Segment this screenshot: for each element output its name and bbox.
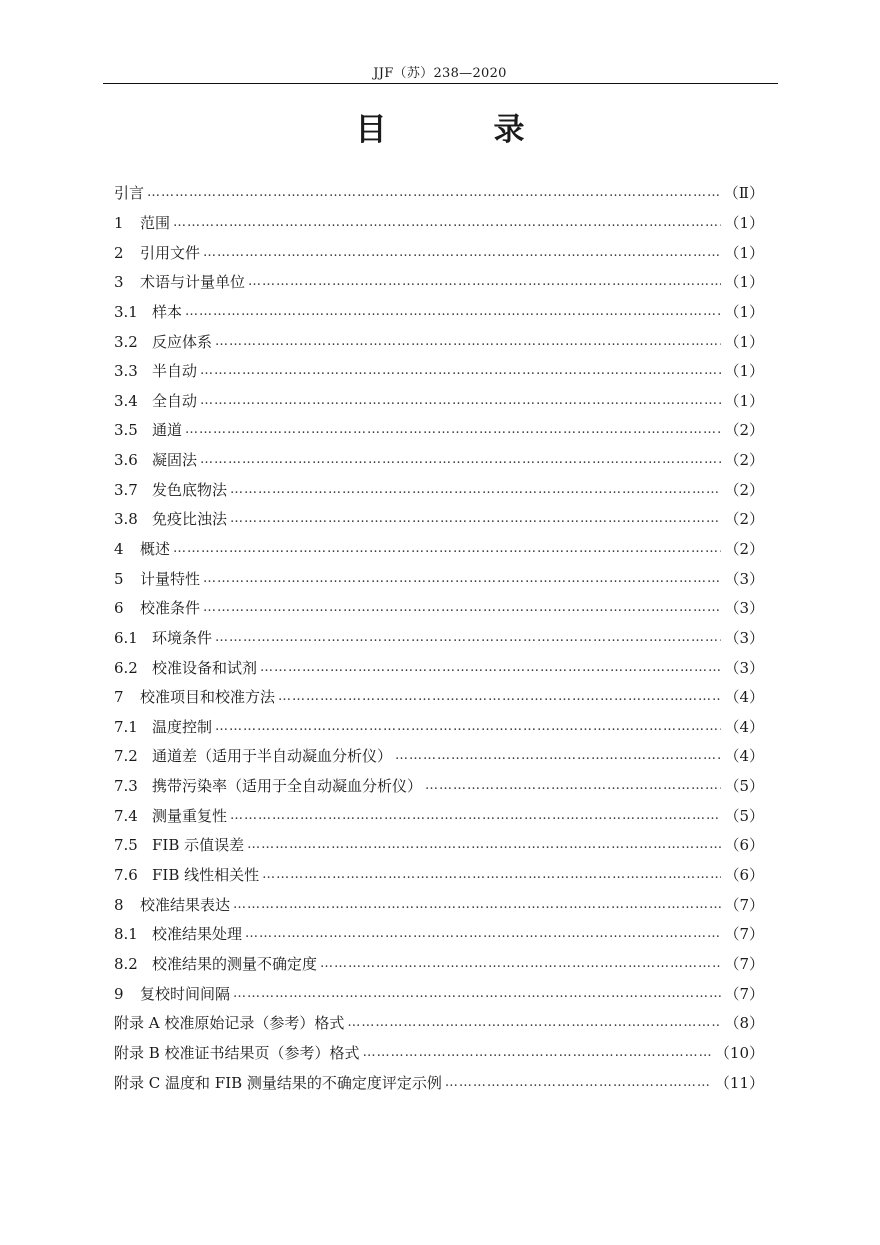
table-of-contents bbox=[114, 178, 764, 1097]
toc-entry-title bbox=[114, 479, 227, 500]
toc-dot-leader bbox=[173, 541, 721, 556]
toc-entry-title bbox=[114, 597, 200, 618]
toc-entry-label: 通道差（适用于半自动凝血分析仪） bbox=[152, 747, 393, 766]
toc-entry-title bbox=[114, 894, 230, 915]
toc-dot-leader bbox=[262, 867, 721, 882]
toc-entry[interactable] bbox=[114, 326, 764, 356]
toc-entry-page: （4） bbox=[724, 717, 764, 736]
toc-entry[interactable] bbox=[114, 237, 764, 267]
toc-entry[interactable] bbox=[114, 385, 764, 415]
toc-entry-label: 半自动 bbox=[152, 362, 198, 381]
toc-entry-title bbox=[114, 805, 227, 826]
toc-entry[interactable] bbox=[114, 741, 764, 771]
toc-entry-title bbox=[114, 538, 170, 559]
toc-entry[interactable] bbox=[114, 267, 764, 297]
toc-dot-leader bbox=[200, 452, 721, 467]
toc-entry[interactable] bbox=[114, 860, 764, 890]
toc-entry-number: 7.1 bbox=[114, 717, 138, 736]
toc-entry-label: 校准结果处理 bbox=[152, 925, 243, 944]
toc-entry-page: （2） bbox=[724, 451, 764, 470]
toc-entry[interactable] bbox=[114, 208, 764, 238]
toc-entry-title bbox=[114, 686, 275, 707]
toc-entry-title bbox=[114, 1072, 442, 1093]
toc-entry-label: 范围 bbox=[140, 213, 171, 232]
toc-entry[interactable] bbox=[114, 563, 764, 593]
toc-entry-label: 术语与计量单位 bbox=[140, 273, 246, 292]
toc-entry-label: 免疫比浊法 bbox=[152, 510, 228, 529]
toc-entry[interactable] bbox=[114, 889, 764, 919]
toc-dot-leader bbox=[230, 808, 721, 823]
toc-entry-title bbox=[114, 745, 392, 766]
toc-entry-page: （1） bbox=[724, 243, 764, 262]
toc-dot-leader bbox=[200, 363, 721, 378]
toc-entry-title bbox=[114, 360, 197, 381]
toc-entry-page: （1） bbox=[724, 302, 764, 321]
toc-entry-label: 引用文件 bbox=[140, 243, 201, 262]
toc-dot-leader bbox=[320, 956, 721, 971]
toc-entry-title bbox=[114, 716, 212, 737]
toc-entry-label: 凝固法 bbox=[152, 451, 198, 470]
toc-entry[interactable] bbox=[114, 504, 764, 534]
toc-entry[interactable] bbox=[114, 297, 764, 327]
toc-dot-leader bbox=[248, 274, 721, 289]
toc-entry[interactable] bbox=[114, 445, 764, 475]
toc-entry-number: 3.3 bbox=[114, 362, 138, 381]
toc-entry-number: 8 bbox=[114, 895, 124, 914]
toc-dot-leader bbox=[245, 926, 721, 941]
toc-entry-label: 附录 C 温度和 FIB 测量结果的不确定度评定示例 bbox=[114, 1073, 442, 1092]
toc-entry-page: （6） bbox=[724, 836, 764, 855]
toc-entry-label: 样本 bbox=[152, 302, 183, 321]
toc-entry[interactable] bbox=[114, 178, 764, 208]
toc-dot-leader bbox=[147, 185, 721, 200]
toc-entry[interactable] bbox=[114, 978, 764, 1008]
toc-entry-label: 温度控制 bbox=[152, 717, 213, 736]
toc-entry-label: FIB 示值误差 bbox=[152, 836, 245, 855]
toc-dot-leader bbox=[203, 600, 721, 615]
toc-entry-number: 8.2 bbox=[114, 954, 138, 973]
toc-entry-page: （3） bbox=[724, 599, 764, 618]
toc-entry-label: 复校时间间隔 bbox=[140, 984, 231, 1003]
toc-dot-leader bbox=[215, 630, 721, 645]
toc-entry-number: 3.5 bbox=[114, 421, 138, 440]
toc-entry-number: 3.4 bbox=[114, 391, 138, 410]
toc-dot-leader bbox=[215, 719, 721, 734]
toc-entry-label: 发色底物法 bbox=[152, 480, 228, 499]
toc-entry-title bbox=[114, 1012, 344, 1033]
toc-entry-title bbox=[114, 182, 144, 203]
toc-entry-page: （2） bbox=[724, 421, 764, 440]
toc-entry-number: 7.5 bbox=[114, 836, 138, 855]
toc-entry[interactable] bbox=[114, 712, 764, 742]
toc-entry-label: 附录 A 校准原始记录（参考）格式 bbox=[114, 1014, 345, 1033]
toc-entry-page: （3） bbox=[724, 658, 764, 677]
toc-entry-label: 全自动 bbox=[152, 391, 198, 410]
toc-entry-page: （2） bbox=[724, 540, 764, 558]
toc-entry-page: （3） bbox=[724, 569, 764, 588]
toc-entry-label: 计量特性 bbox=[140, 569, 201, 588]
toc-entry-page: （7） bbox=[724, 925, 764, 944]
toc-entry-number: 3.7 bbox=[114, 480, 138, 499]
toc-entry-label: 测量重复性 bbox=[152, 806, 228, 825]
toc-entry-page: （7） bbox=[724, 984, 764, 1003]
toc-entry-label: 校准结果表达 bbox=[140, 895, 231, 914]
toc-entry[interactable] bbox=[114, 1067, 764, 1097]
toc-entry[interactable] bbox=[114, 830, 764, 860]
toc-entry-number: 7.3 bbox=[114, 777, 138, 796]
toc-entry-number: 3.8 bbox=[114, 510, 138, 529]
toc-dot-leader bbox=[230, 511, 721, 526]
toc-entry[interactable] bbox=[114, 652, 764, 682]
toc-dot-leader bbox=[215, 334, 721, 349]
toc-entry-title bbox=[114, 301, 182, 322]
toc-entry-number: 7.2 bbox=[114, 747, 138, 766]
toc-entry[interactable] bbox=[114, 623, 764, 653]
toc-entry-number: 7.4 bbox=[114, 806, 138, 825]
toc-dot-leader bbox=[278, 689, 721, 704]
toc-entry-title bbox=[114, 390, 197, 411]
toc-dot-leader bbox=[247, 837, 721, 852]
toc-entry-title bbox=[114, 834, 244, 855]
toc-entry-label: 附录 B 校准证书结果页（参考）格式 bbox=[114, 1043, 360, 1062]
toc-entry-page: （Ⅱ） bbox=[723, 184, 764, 203]
toc-entry[interactable] bbox=[114, 682, 764, 712]
toc-dot-leader bbox=[445, 1075, 712, 1090]
toc-entry-page: （7） bbox=[724, 895, 764, 914]
toc-entry[interactable] bbox=[114, 534, 764, 564]
toc-entry[interactable] bbox=[114, 1008, 764, 1038]
toc-dot-leader bbox=[347, 1015, 721, 1030]
toc-entry[interactable] bbox=[114, 949, 764, 979]
toc-entry-label: 校准项目和校准方法 bbox=[140, 688, 276, 707]
toc-entry-number: 3 bbox=[114, 273, 124, 292]
toc-entry-label: 通道 bbox=[152, 421, 183, 440]
toc-entry-title bbox=[114, 657, 257, 678]
toc-dot-leader bbox=[185, 422, 721, 437]
toc-dot-leader bbox=[185, 304, 721, 319]
toc-dot-leader bbox=[395, 748, 721, 763]
toc-entry-page: （5） bbox=[724, 806, 764, 825]
toc-entry-title bbox=[114, 419, 182, 440]
toc-dot-leader bbox=[233, 986, 721, 1001]
toc-entry-page: （4） bbox=[724, 688, 764, 707]
toc-dot-leader bbox=[203, 245, 721, 260]
toc-dot-leader bbox=[425, 778, 721, 793]
toc-entry-number: 8.1 bbox=[114, 925, 138, 944]
toc-entry-number: 3.2 bbox=[114, 332, 138, 351]
toc-entry-page: （7） bbox=[724, 954, 764, 973]
toc-entry-title bbox=[114, 627, 212, 648]
toc-entry-number: 3.6 bbox=[114, 451, 138, 470]
toc-entry[interactable] bbox=[114, 919, 764, 949]
toc-entry[interactable] bbox=[114, 415, 764, 445]
document-code: JJF（苏）238—2020 bbox=[373, 66, 507, 81]
toc-entry-title bbox=[114, 331, 212, 352]
toc-entry-number: 2 bbox=[114, 243, 124, 262]
toc-entry-title bbox=[114, 242, 200, 263]
toc-entry-page: （10） bbox=[714, 1043, 764, 1062]
toc-entry-page: （11） bbox=[714, 1073, 764, 1092]
toc-entry-number: 4 bbox=[114, 540, 124, 558]
page-title: 目 录 bbox=[355, 112, 563, 148]
toc-entry-title bbox=[114, 212, 170, 233]
toc-entry-number: 7 bbox=[114, 688, 124, 707]
toc-entry-page: （1） bbox=[724, 273, 764, 292]
toc-dot-leader bbox=[363, 1045, 712, 1060]
toc-entry[interactable] bbox=[114, 1038, 764, 1068]
toc-entry-label: 环境条件 bbox=[152, 628, 213, 647]
toc-entry-page: （1） bbox=[724, 213, 764, 232]
toc-entry[interactable] bbox=[114, 593, 764, 623]
toc-entry-number: 6 bbox=[114, 599, 124, 618]
toc-entry-page: （1） bbox=[724, 332, 764, 351]
toc-entry-label: FIB 线性相关性 bbox=[152, 866, 260, 885]
toc-entry-label: 校准结果的测量不确定度 bbox=[152, 954, 318, 973]
toc-entry-page: （3） bbox=[724, 628, 764, 647]
toc-entry-title bbox=[114, 983, 230, 1004]
toc-entry[interactable] bbox=[114, 800, 764, 830]
toc-entry-label: 校准条件 bbox=[140, 599, 201, 618]
toc-entry-page: （4） bbox=[724, 747, 764, 766]
toc-entry[interactable] bbox=[114, 771, 764, 801]
toc-dot-leader bbox=[173, 215, 721, 230]
toc-entry-number: 9 bbox=[114, 984, 124, 1003]
toc-dot-leader bbox=[203, 571, 721, 586]
toc-dot-leader bbox=[260, 660, 721, 675]
toc-entry-title bbox=[114, 775, 422, 796]
toc-entry-title bbox=[114, 864, 259, 885]
toc-entry-page: （5） bbox=[724, 777, 764, 796]
toc-entry-page: （6） bbox=[724, 866, 764, 885]
toc-entry-title bbox=[114, 271, 245, 292]
toc-dot-leader bbox=[233, 897, 721, 912]
toc-entry-title bbox=[114, 1042, 360, 1063]
toc-entry-number: 7.6 bbox=[114, 866, 138, 885]
toc-entry-title bbox=[114, 953, 317, 974]
toc-entry[interactable] bbox=[114, 356, 764, 386]
toc-entry-label: 概述 bbox=[140, 540, 171, 558]
toc-entry-label: 引言 bbox=[114, 184, 145, 203]
toc-entry-page: （1） bbox=[724, 391, 764, 410]
toc-entry-number: 3.1 bbox=[114, 302, 138, 321]
toc-entry-number: 6.2 bbox=[114, 658, 138, 677]
toc-entry-title bbox=[114, 508, 227, 529]
toc-entry-page: （8） bbox=[724, 1014, 764, 1033]
toc-entry[interactable] bbox=[114, 474, 764, 504]
toc-entry-page: （1） bbox=[724, 362, 764, 381]
toc-entry-page: （2） bbox=[724, 480, 764, 499]
toc-entry-label: 携带污染率（适用于全自动凝血分析仪） bbox=[152, 777, 423, 796]
toc-entry-label: 反应体系 bbox=[152, 332, 213, 351]
toc-entry-number: 1 bbox=[114, 213, 124, 232]
toc-entry-title bbox=[114, 568, 200, 589]
toc-entry-label: 校准设备和试剂 bbox=[152, 658, 258, 677]
toc-dot-leader bbox=[200, 393, 721, 408]
toc-entry-title bbox=[114, 449, 197, 470]
toc-entry-title bbox=[114, 923, 242, 944]
header-divider bbox=[103, 83, 778, 84]
toc-entry-number: 5 bbox=[114, 569, 124, 588]
toc-entry-number: 6.1 bbox=[114, 628, 138, 647]
toc-entry-page: （2） bbox=[724, 510, 764, 529]
toc-dot-leader bbox=[230, 482, 721, 497]
